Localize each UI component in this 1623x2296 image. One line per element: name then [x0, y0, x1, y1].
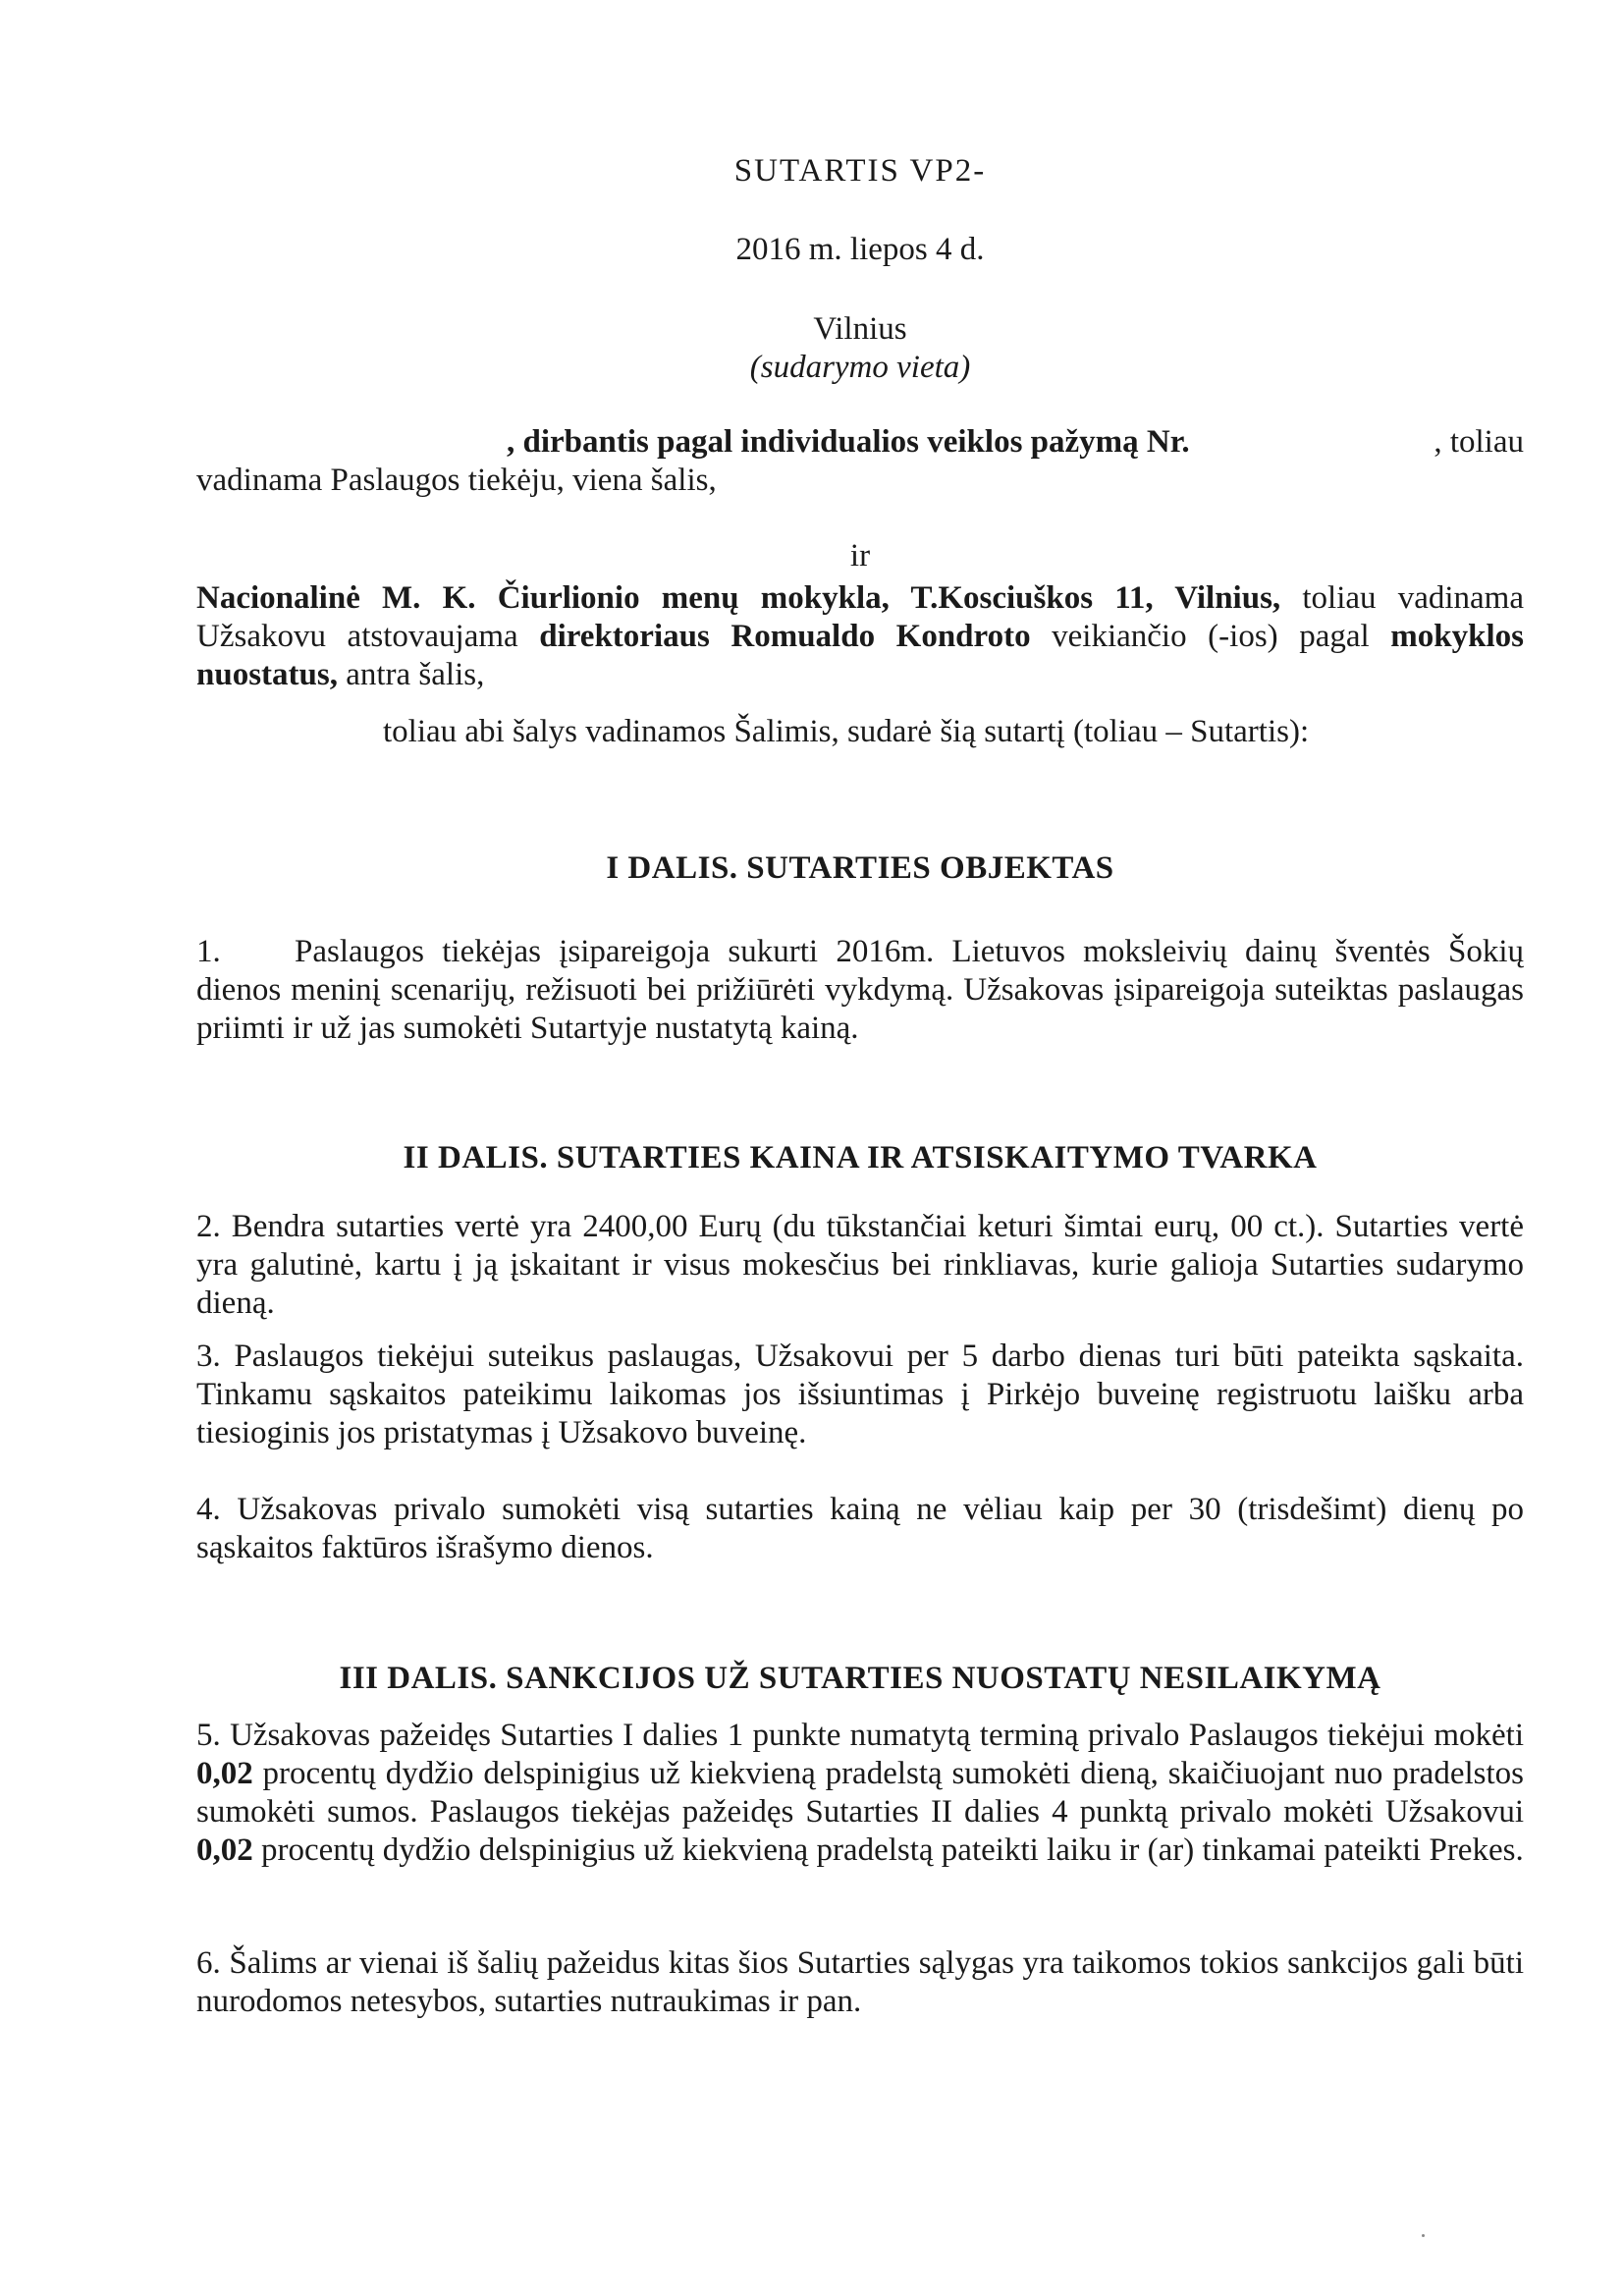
penalty-rate-2: 0,02: [196, 1832, 253, 1868]
contract-date: 2016 m. liepos 4 d.: [735, 232, 985, 267]
agreement-line: toliau abi šalys vadinamos Šalimis, sudarė šią sutartį (toliau – Sutartis):: [383, 714, 1310, 749]
client-basis: mokyklos nuostatus,: [196, 619, 1524, 692]
paragraph-1-number: 1.: [196, 934, 221, 969]
client-name: Nacionalinė M. K. Čiurlionio menų mokykla, T.Kosciuškos 11, Vilnius,: [196, 580, 1281, 616]
section-3-title: III DALIS. SANKCIJOS UŽ SUTARTIES NUOSTATŲ NESILAIKYMĄ: [339, 1661, 1381, 1696]
scan-speck: [1422, 2234, 1425, 2237]
paragraph-5: 5. Užsakovas pažeidęs Sutarties I dalies 1 punkte numatytą terminą privalo Paslaugos tiekėjui mokėti 0,02 procentų dydžio delspinigius už kiekvieną pradelstą sumokėti dieną, skaičiuojant nuo pradelstos sumokėti sumos. Paslaugos tiekėjas pažeidęs Sutarties II dalies 4 punktą privalo mokėti Užsakovui 0,02 procentų dydžio delspinigius už kiekvieną pradelstą pateikti laiku ir (ar) tinkamai pateikti Prekes.: [196, 1718, 1524, 1868]
penalty-rate-1: 0,02: [196, 1756, 253, 1791]
contract-place: Vilnius: [813, 311, 907, 347]
contract-place-note: (sudarymo vieta): [749, 350, 971, 385]
paragraph-6: 6. Šalims ar vienai iš šalių pažeidus kitas šios Sutarties sąlygas yra taikomos tokios sankcijos gali būti nurodomos netesybos, sutarties nutraukimas ir pan.: [196, 1945, 1524, 2019]
client-representative: direktoriaus Romualdo Kondroto: [539, 619, 1031, 654]
conjunction-ir: ir: [849, 538, 871, 574]
provider-toliau-text: , toliau: [1434, 424, 1524, 460]
paragraph-4: 4. Užsakovas privalo sumokėti visą sutarties kainą ne vėliau kaip per 30 (trisdešimt) dienų po sąskaitos faktūros išrašymo dienos.: [196, 1492, 1524, 1565]
section-2-title: II DALIS. SUTARTIES KAINA IR ATSISKAITYMO TVARKA: [403, 1140, 1318, 1175]
paragraph-3: 3. Paslaugos tiekėjui suteikus paslaugas, Užsakovui per 5 darbo dienas turi būti pateikta sąskaita. Tinkamu sąskaitos pateikimu laikomas jos išsiuntimas į Pirkėjo buveinę registruotu laišku arba tiesioginis jos pristatymas į Užsakovo buveinę.: [196, 1339, 1524, 1450]
provider-line-2: vadinama Paslaugos tiekėju, viena šalis,: [196, 463, 717, 498]
section-1-title: I DALIS. SUTARTIES OBJEKTAS: [606, 850, 1114, 886]
paragraph-2: 2. Bendra sutarties vertė yra 2400,00 Eurų (du tūkstančiai keturi šimtai eurų, 00 ct.). Sutarties vertė yra galutinė, kartu į ją įskaitant ir visus mokesčius bei rinkliavas, kurie galioja Sutarties sudarymo dieną.: [196, 1209, 1524, 1321]
paragraph-1-text: Paslaugos tiekėjas įsipareigoja sukurti 2016m. Lietuvos moksleivių dainų šventės Šokių dienos meninį scenarijų, režisuoti bei prižiūrėti vykdymą. Užsakovas įsipareigoja suteiktas paslaugas priimti ir už jas sumokėti Sutartyje nustatytą kainą.: [196, 934, 1524, 1046]
client-paragraph: Nacionalinė M. K. Čiurlionio menų mokykla, T.Kosciuškos 11, Vilnius, toliau vadinama Užsakovu atstovaujama direktoriaus Romualdo Kondroto veikiančio (-ios) pagal mokyklos nuostatus, antra šalis,: [196, 580, 1524, 692]
paragraph-1: [196, 933, 1524, 1048]
provider-activity-text: , dirbantis pagal individualios veiklos pažymą Nr.: [507, 424, 1190, 460]
contract-title: SUTARTIS VP2-: [733, 153, 987, 189]
